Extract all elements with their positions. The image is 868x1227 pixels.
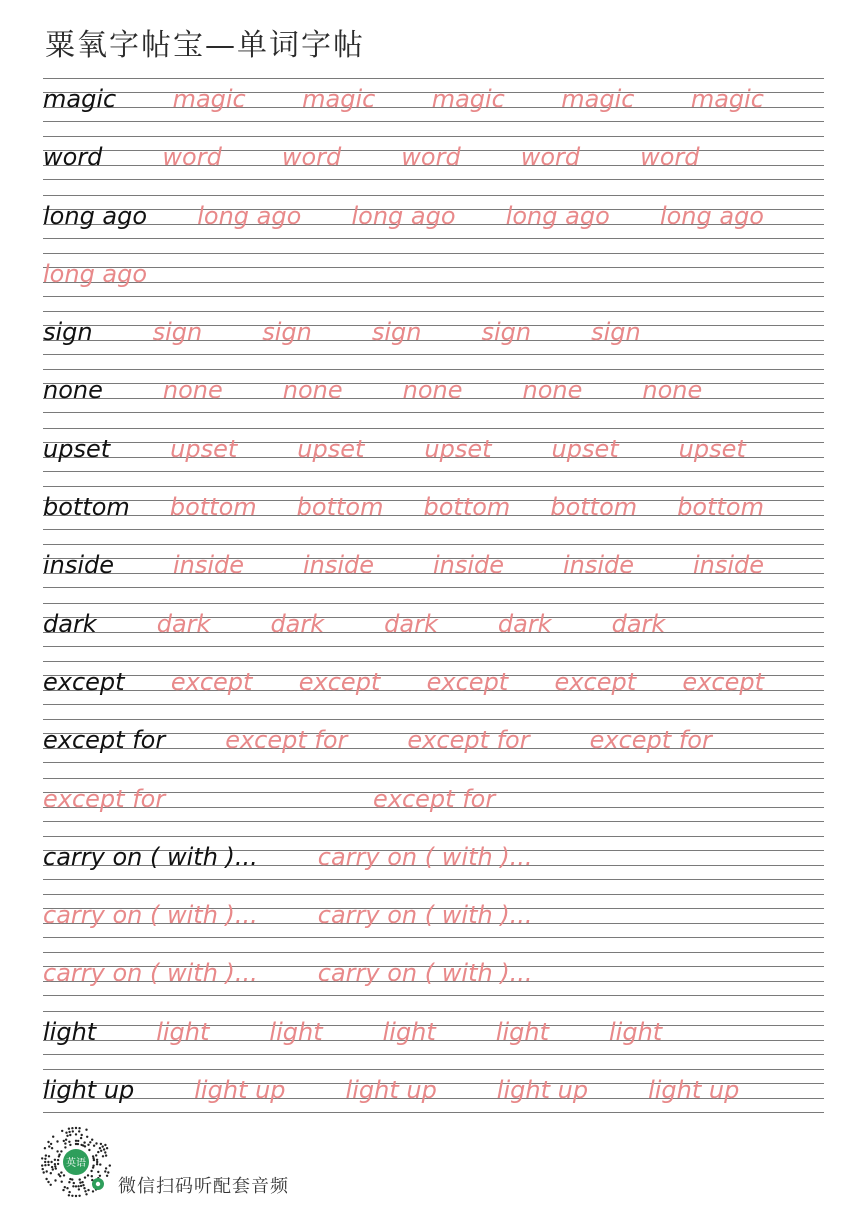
trace-word: magic <box>690 85 764 113</box>
word-line <box>43 432 824 466</box>
ruled-line <box>43 121 824 122</box>
qr-code-icon[interactable] <box>40 1126 112 1198</box>
footer-caption: 微信扫码听配套音频 <box>118 1176 289 1197</box>
trace-word: dark <box>156 609 211 638</box>
ruled-line <box>43 529 824 530</box>
trace-word: light up <box>496 1076 589 1105</box>
trace-word: dark <box>497 609 552 638</box>
word-line <box>43 548 824 582</box>
trace-word: long ago <box>659 201 764 230</box>
practice-row <box>43 428 824 486</box>
ruled-line <box>43 412 824 413</box>
trace-word: magic <box>431 85 505 113</box>
trace-word: bottom <box>550 493 638 522</box>
trace-word: inside <box>302 551 375 580</box>
trace-word: upset <box>424 434 492 463</box>
practice-row <box>43 952 824 1010</box>
footer <box>40 1126 440 1206</box>
practice-row <box>43 136 824 194</box>
trace-word: light up <box>194 1076 286 1105</box>
word-line <box>43 490 824 524</box>
word-line <box>43 1073 824 1107</box>
ruled-line <box>43 544 824 545</box>
model-word: sign <box>43 318 93 347</box>
word-line <box>43 607 824 641</box>
model-word: upset <box>43 434 111 463</box>
model-word: except for <box>43 726 166 755</box>
trace-word: none <box>282 376 343 405</box>
practice-row <box>43 253 824 311</box>
trace-word: word <box>640 143 700 172</box>
model-word: carry on ( with )... <box>43 842 258 871</box>
trace-word: except <box>298 667 381 696</box>
trace-word: none <box>402 376 463 405</box>
practice-row <box>43 894 824 952</box>
copybook-sheet <box>43 78 824 1128</box>
model-word: none <box>43 376 103 405</box>
ruled-line <box>43 1069 824 1070</box>
trace-word: word <box>162 143 222 172</box>
practice-row <box>43 778 824 836</box>
model-word: bottom <box>43 493 130 522</box>
word-line <box>43 199 824 233</box>
trace-word: except for <box>589 726 712 755</box>
trace-word: inside <box>562 551 634 580</box>
model-word: word <box>43 143 103 172</box>
trace-word: carry on ( with )... <box>43 959 258 988</box>
ruled-line <box>43 1011 824 1012</box>
trace-word: except <box>170 667 253 696</box>
trace-word: sign <box>481 318 532 347</box>
page-title: 粟氧字帖宝—单词字帖 <box>45 28 365 63</box>
ruled-line <box>43 354 824 355</box>
word-line <box>43 315 824 349</box>
ruled-line <box>43 778 824 779</box>
trace-word: light <box>495 1017 550 1046</box>
ruled-line <box>43 195 824 196</box>
ruled-line <box>43 486 824 487</box>
word-line <box>43 956 824 990</box>
trace-word: magic <box>561 85 635 113</box>
trace-word: light <box>609 1017 663 1046</box>
trace-word: light <box>269 1017 323 1046</box>
model-word: light <box>43 1017 97 1046</box>
word-line <box>43 1015 824 1049</box>
trace-word: except <box>426 667 509 696</box>
ruled-line <box>43 369 824 370</box>
trace-word: upset <box>551 434 619 463</box>
trace-word: except for <box>407 726 530 755</box>
trace-word: bottom <box>169 493 257 522</box>
ruled-line <box>43 661 824 662</box>
trace-word: carry on ( with )... <box>43 901 258 930</box>
ruled-line <box>43 952 824 953</box>
trace-word: sign <box>262 318 312 347</box>
word-line <box>43 840 824 874</box>
model-word: light up <box>43 1076 135 1105</box>
trace-word: dark <box>384 609 438 638</box>
practice-row <box>43 1069 824 1127</box>
ruled-line <box>43 471 824 472</box>
ruled-line <box>43 428 824 429</box>
word-line <box>43 665 824 699</box>
trace-word: none <box>522 376 583 405</box>
trace-word: inside <box>172 551 245 580</box>
trace-word: word <box>401 143 461 172</box>
trace-word: none <box>642 376 703 405</box>
word-line <box>43 140 824 174</box>
trace-word: except for <box>43 784 166 813</box>
practice-row <box>43 603 824 661</box>
ruled-line <box>43 253 824 254</box>
model-word: inside <box>43 551 115 580</box>
ruled-line <box>43 1054 824 1055</box>
trace-word: magic <box>172 85 246 113</box>
word-line <box>43 373 824 407</box>
trace-word: sign <box>152 318 203 347</box>
practice-row <box>43 486 824 544</box>
trace-word: long ago <box>43 259 148 288</box>
trace-word: dark <box>270 609 325 638</box>
ruled-line <box>43 136 824 137</box>
ruled-line <box>43 646 824 647</box>
trace-word: inside <box>432 551 505 580</box>
ruled-line <box>43 587 824 588</box>
trace-word: bottom <box>677 493 764 522</box>
trace-word: bottom <box>423 493 511 522</box>
trace-word: carry on ( with )... <box>317 901 533 930</box>
ruled-line <box>43 179 824 180</box>
practice-row <box>43 195 824 253</box>
ruled-line <box>43 719 824 720</box>
word-line <box>43 782 824 816</box>
ruled-line <box>43 311 824 312</box>
practice-row <box>43 369 824 427</box>
trace-word: inside <box>692 551 764 580</box>
trace-word: upset <box>678 434 746 463</box>
ruled-line <box>43 78 824 79</box>
model-word: except <box>43 667 125 696</box>
trace-word: light up <box>345 1076 437 1105</box>
trace-word: word <box>520 143 581 172</box>
practice-row <box>43 311 824 369</box>
ruled-line <box>43 937 824 938</box>
practice-row <box>43 78 824 136</box>
ruled-line <box>43 879 824 880</box>
ruled-line <box>43 894 824 895</box>
trace-word: except for <box>373 784 496 813</box>
ruled-line <box>43 821 824 822</box>
model-word: magic <box>43 85 117 113</box>
trace-word: bottom <box>296 493 384 522</box>
trace-word: word <box>281 143 342 172</box>
trace-word: carry on ( with )... <box>317 959 533 988</box>
trace-word: light up <box>648 1076 740 1105</box>
word-line <box>43 257 824 291</box>
practice-row <box>43 544 824 602</box>
qr-badge-text: 英语 <box>66 1158 86 1169</box>
trace-word: light <box>156 1017 210 1046</box>
trace-word: except <box>554 667 637 696</box>
trace-word: upset <box>297 434 365 463</box>
practice-row <box>43 1011 824 1069</box>
ruled-line <box>43 762 824 763</box>
trace-word: upset <box>170 434 238 463</box>
trace-word: long ago <box>351 201 456 230</box>
word-line <box>43 723 824 757</box>
trace-word: except for <box>225 726 348 755</box>
ruled-line <box>43 836 824 837</box>
practice-row <box>43 719 824 777</box>
word-line <box>43 82 824 116</box>
trace-word: carry on ( with )... <box>317 842 533 871</box>
practice-row <box>43 836 824 894</box>
trace-word: dark <box>611 609 666 638</box>
ruled-line <box>43 1112 824 1113</box>
ruled-line <box>43 704 824 705</box>
ruled-line <box>43 296 824 297</box>
trace-word: long ago <box>197 201 302 230</box>
ruled-line <box>43 603 824 604</box>
model-word: dark <box>43 609 97 638</box>
trace-word: long ago <box>505 201 610 230</box>
trace-word: sign <box>591 318 641 347</box>
model-word: long ago <box>43 201 148 230</box>
trace-word: magic <box>302 85 376 113</box>
ruled-line <box>43 995 824 996</box>
word-line <box>43 898 824 932</box>
trace-word: none <box>162 376 223 405</box>
trace-word: sign <box>371 318 422 347</box>
practice-row <box>43 661 824 719</box>
ruled-line <box>43 238 824 239</box>
trace-word: light <box>382 1017 436 1046</box>
trace-word: except <box>682 667 764 696</box>
